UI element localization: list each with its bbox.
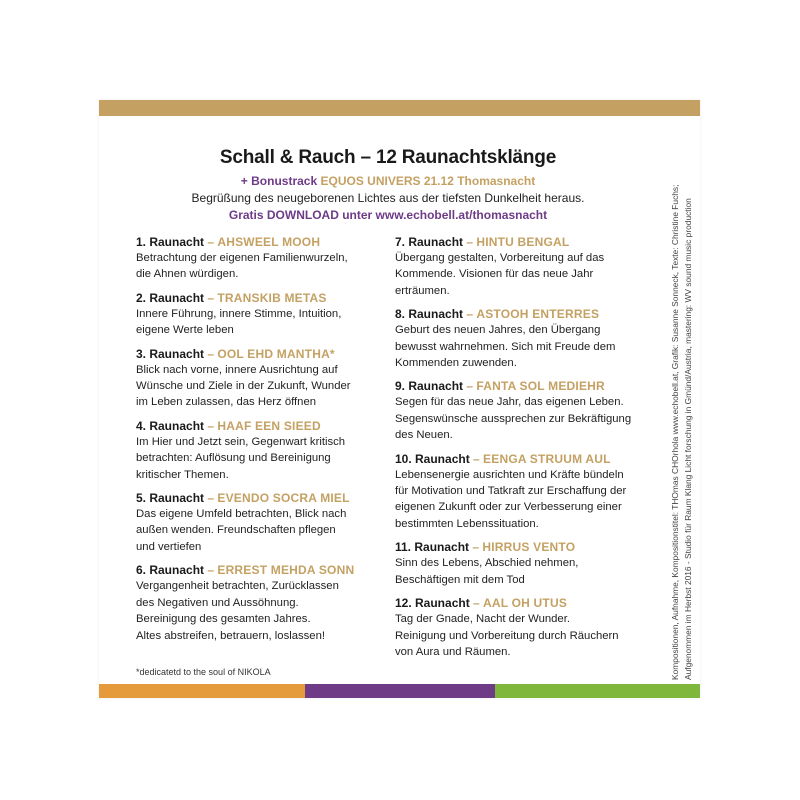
- track-heading: [395, 595, 657, 611]
- track-name: AAL OH UTUS: [483, 596, 568, 611]
- track-heading: [136, 290, 376, 306]
- track-name: FANTA SOL MEDIEHR: [476, 379, 605, 394]
- track-description-line: Innere Führung, innere Stimme, Intuition,: [136, 307, 342, 320]
- track-name: OOL EHD MANTHA*: [217, 346, 335, 361]
- track-description-line: Kommenden zuwenden.: [395, 357, 517, 370]
- side-credits: [669, 150, 703, 680]
- track-entry: [395, 595, 657, 660]
- track-heading: [395, 378, 657, 394]
- track-description-line: erträumen.: [395, 284, 450, 297]
- track-description-line: Lebensenergie ausrichten und Kräfte bündeln: [395, 468, 624, 481]
- track-name: HIRRUS VENTO: [482, 540, 576, 555]
- track-number: 9. Raunacht: [395, 379, 464, 394]
- track-entry: [395, 539, 657, 588]
- track-dash: –: [204, 563, 218, 578]
- track-dash: –: [469, 451, 484, 466]
- track-name: TRANSKIB METAS: [217, 290, 327, 305]
- track-description-line: außen wenden. Freundschaften pflegen: [136, 524, 336, 537]
- track-entry: [136, 234, 376, 283]
- greeting-text: Begrüßung des neugeborenen Lichtes aus der tiefsten Dunkelheit heraus.: [191, 191, 585, 205]
- track-description: [395, 555, 657, 588]
- track-name: ERREST MEHDA SONN: [217, 563, 355, 578]
- track-description-line: eigenen Zukunft oder zur Verbesserung einer: [395, 501, 622, 514]
- track-heading: [136, 234, 376, 250]
- bottom-bar-orange: [99, 684, 305, 698]
- track-number: 2. Raunacht: [136, 290, 205, 305]
- track-description: [395, 250, 657, 299]
- track-description-line: Das eigene Umfeld betrachten, Blick nach: [136, 508, 347, 521]
- credits-line-2: Aufgenommen im Herbst 2016 - Studio für Raum Klang Licht forschung in Gmünd/Austria, mastering: WV sound music production: [682, 198, 693, 680]
- track-name: EENGA STRUUM AUL: [483, 451, 611, 466]
- track-dash: –: [204, 290, 218, 305]
- track-entry: [136, 418, 376, 483]
- header: [99, 146, 677, 224]
- track-heading: [395, 539, 657, 555]
- track-heading: [395, 451, 657, 467]
- track-dash: –: [469, 596, 484, 611]
- track-number: 7. Raunacht: [395, 235, 464, 249]
- track-description-line: Segen für das neue Jahr, das eigenen Leben.: [395, 396, 624, 409]
- track-number: 5. Raunacht: [136, 491, 205, 506]
- page-title: Schall & Rauch – 12 Raunachtsklänge: [219, 147, 557, 168]
- track-number: 8. Raunacht: [395, 307, 464, 322]
- track-description-line: Geburt des neuen Jahres, den Übergang: [395, 324, 601, 337]
- bottom-color-bars: [99, 684, 700, 698]
- track-description: [136, 578, 376, 644]
- track-description-line: des Neuen.: [395, 429, 453, 442]
- track-description-line: Wünsche und Ziele in der Zukunft, Wunder: [136, 380, 351, 393]
- track-description-line: die Ahnen würdigen.: [136, 268, 239, 281]
- track-heading: [395, 306, 657, 322]
- track-dash: –: [463, 379, 477, 394]
- track-description-line: kritischer Themen.: [136, 468, 229, 481]
- track-entry: [395, 306, 657, 371]
- track-number: 1. Raunacht: [136, 235, 205, 249]
- track-description: [136, 306, 376, 339]
- track-description-line: Reinigung und Vorbereitung durch Räuchern: [395, 629, 619, 642]
- track-description-line: Blick nach vorne, innere Ausrichtung auf: [136, 363, 338, 376]
- track-name: HINTU BENGAL: [476, 235, 570, 249]
- bottom-bar-green: [495, 684, 700, 698]
- credits-line-1: Kompositionen, Aufnahme, Kompositionstitel: THOmas CHOrhola www.echobell.at, Grafik: Susanne Sonneck, Texte: Christine Fuchs;: [670, 184, 680, 680]
- track-description: [136, 362, 376, 411]
- track-heading: [395, 234, 657, 250]
- track-description-line: Übergang gestalten, Vorbereitung auf das: [395, 252, 605, 264]
- cd-back-cover: [99, 100, 700, 698]
- bonus-track-title: EQUOS UNIVERS 21.12 Thomasnacht: [320, 174, 536, 188]
- track-name: ASTOOH ENTERRES: [476, 307, 600, 322]
- track-description-line: Betrachtung der eigenen Familienwurzeln,: [136, 252, 348, 264]
- track-description-line: Sinn des Lebens, Abschied nehmen,: [395, 557, 579, 570]
- track-description: [136, 506, 376, 555]
- track-heading: [136, 346, 376, 362]
- track-entry: [395, 234, 657, 299]
- track-entry: [395, 378, 657, 443]
- track-description-line: von Aura und Räumen.: [395, 645, 511, 658]
- track-entry: [136, 562, 376, 644]
- track-description-line: des Negativen und Aussöhnung.: [136, 596, 299, 609]
- track-name: EVENDO SOCRA MIEL: [217, 491, 350, 506]
- track-name: AHSWEEL MOOH: [217, 235, 321, 249]
- footnote: *dedicatetd to the soul of NIKOLA: [136, 667, 271, 677]
- track-description: [395, 611, 657, 660]
- track-number: 4. Raunacht: [136, 418, 205, 433]
- bonus-track-line: [99, 173, 677, 190]
- bonus-prefix: + Bonustrack: [240, 174, 321, 188]
- track-heading: [136, 562, 376, 578]
- track-description-line: Vergangenheit betrachten, Zurücklassen: [136, 580, 339, 593]
- track-name: HAAF EEN SIEED: [217, 418, 321, 433]
- track-dash: –: [204, 418, 218, 433]
- track-description: [136, 250, 376, 283]
- track-description-line: betrachten: Auflösung und Bereinigung: [136, 452, 331, 465]
- track-number: 6. Raunacht: [136, 563, 205, 578]
- track-entry: [136, 490, 376, 555]
- track-dash: –: [204, 346, 218, 361]
- track-dash: –: [469, 540, 483, 555]
- track-entry: [395, 451, 657, 533]
- track-description-line: Im Hier und Jetzt sein, Gegenwart kritisch: [136, 435, 346, 448]
- track-number: 10. Raunacht: [395, 451, 470, 466]
- track-description-line: Segenswünsche aussprechen zur Bekräftigung: [395, 412, 632, 425]
- tracklist-left-column: [136, 234, 376, 651]
- track-description-line: eigene Werte leben: [136, 324, 234, 337]
- bottom-bar-purple: [305, 684, 495, 698]
- download-link-text: Gratis DOWNLOAD unter www.echobell.at/thomasnacht: [228, 208, 548, 222]
- track-description: [395, 322, 657, 371]
- track-entry: [136, 346, 376, 411]
- track-dash: –: [204, 235, 218, 249]
- track-description-line: Altes abstreifen, betrauern, loslassen!: [136, 629, 326, 642]
- track-description-line: im Leben zulassen, das Herz öffnen: [136, 396, 317, 409]
- track-description-line: und vertiefen: [136, 540, 202, 553]
- top-gold-bar: [99, 100, 700, 116]
- track-description: [395, 467, 657, 533]
- tracklist-right-column: [395, 234, 657, 667]
- track-description: [395, 394, 657, 443]
- track-description-line: Beschäftigen mit dem Tod: [395, 573, 525, 586]
- track-description: [136, 434, 376, 483]
- track-description-line: Kommende. Visionen für das neue Jahr: [395, 268, 594, 281]
- track-description-line: bestimmten Lebenssituation.: [395, 517, 539, 530]
- track-number: 3. Raunacht: [136, 346, 205, 361]
- track-description-line: Bereinigung des gesamten Jahres.: [136, 613, 311, 626]
- track-number: 12. Raunacht: [395, 596, 470, 611]
- track-heading: [136, 418, 376, 434]
- track-dash: –: [463, 307, 477, 322]
- track-entry: [136, 290, 376, 339]
- track-heading: [136, 490, 376, 506]
- track-description-line: Tag der Gnade, Nacht der Wunder.: [395, 613, 570, 626]
- track-dash: –: [463, 235, 477, 249]
- track-dash: –: [204, 491, 218, 506]
- track-description-line: für Motivation und Tatkraft zur Erschaffung der: [395, 485, 627, 498]
- track-number: 11. Raunacht: [395, 540, 470, 555]
- track-description-line: bewusst wahrnehmen. Sich mit Freude dem: [395, 340, 616, 353]
